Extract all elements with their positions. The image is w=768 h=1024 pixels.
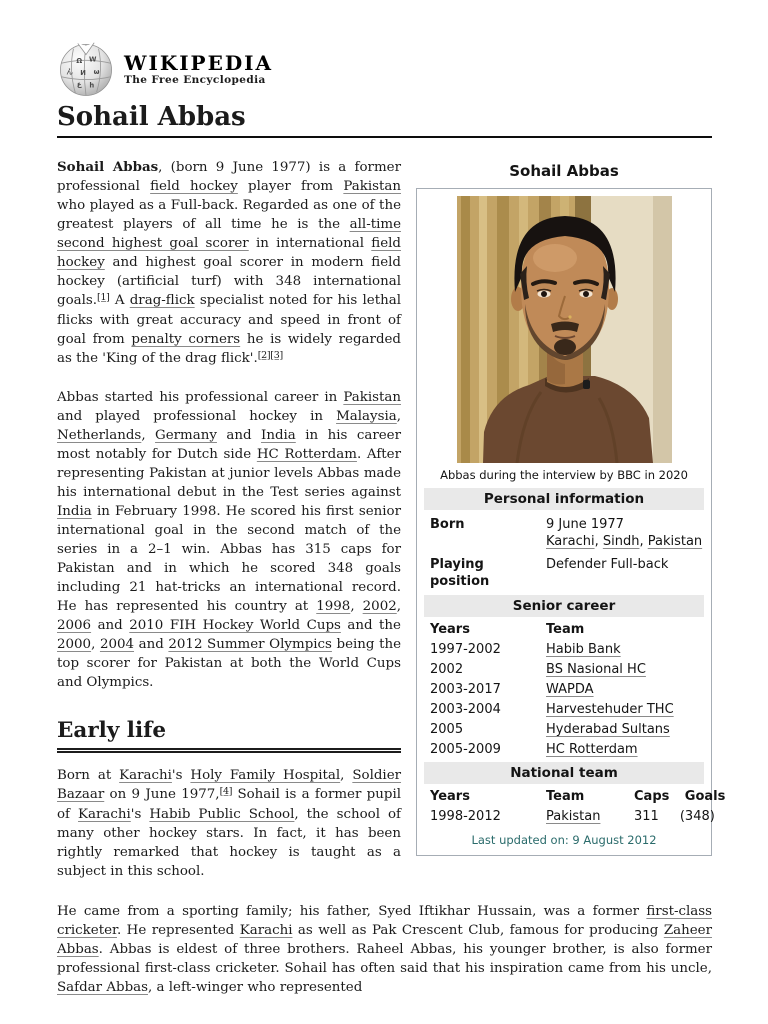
portrait-photo[interactable] xyxy=(457,196,672,463)
svg-text:Ω: Ω xyxy=(76,57,83,66)
infobox-row-playing-position xyxy=(424,553,704,593)
infobox-last-updated: Last updated on: 9 August 2012 xyxy=(471,833,657,847)
born-label: Born xyxy=(430,517,465,532)
years-cell: 2003-2004 xyxy=(430,702,501,717)
table-header-row xyxy=(424,620,704,640)
site-header xyxy=(57,42,712,138)
column-header: Team xyxy=(546,622,585,637)
wiki-link[interactable]: penalty corners xyxy=(131,332,241,347)
svg-text:ん: ん xyxy=(66,67,73,76)
wiki-link[interactable]: all-time second highest goal scorer xyxy=(57,217,401,251)
reference-link[interactable]: [1] xyxy=(97,291,110,303)
table-row xyxy=(424,740,704,760)
wiki-link[interactable]: Safdar Abbas xyxy=(57,980,148,995)
table-row xyxy=(424,680,704,700)
wiki-link[interactable]: drag-flick xyxy=(129,293,195,308)
wiki-link[interactable]: field hockey xyxy=(57,236,401,270)
infobox-box xyxy=(416,188,726,856)
team-link[interactable]: Habib Bank xyxy=(546,642,621,657)
infobox-header-personal: Personal information xyxy=(424,488,704,510)
wiki-link[interactable]: HC Rotterdam xyxy=(256,447,357,462)
section-heading-early-life: Early life xyxy=(57,718,401,753)
team-cell xyxy=(546,720,704,740)
reference-link[interactable]: [4] xyxy=(219,785,233,797)
playing-position-value: Defender Full-back xyxy=(546,557,669,572)
wiki-link[interactable]: India xyxy=(261,428,296,443)
reference-link[interactable]: [3] xyxy=(270,349,283,361)
wiki-link[interactable]: Karachi xyxy=(546,534,595,549)
infobox-header-national-team: National team xyxy=(424,762,704,784)
national-team-table xyxy=(424,787,726,827)
svg-text:ع: ع xyxy=(76,80,82,89)
caps-cell: 311 xyxy=(634,809,659,824)
years-cell: 1998-2012 xyxy=(430,809,501,824)
wiki-link[interactable]: 2010 FIH Hockey World Cups xyxy=(129,618,341,633)
team-link[interactable]: BS Nasional HC xyxy=(546,662,646,677)
wikipedia-tagline: The Free Encyclopedia xyxy=(124,73,266,86)
team-cell xyxy=(546,640,704,660)
infobox xyxy=(416,162,726,856)
svg-text:h: h xyxy=(89,81,95,90)
team-cell xyxy=(546,660,704,680)
infobox-title: Sohail Abbas xyxy=(509,162,619,180)
wiki-link[interactable]: Pakistan xyxy=(343,179,401,194)
wiki-link[interactable]: 1998 xyxy=(316,599,351,614)
svg-text:ω: ω xyxy=(93,67,100,76)
years-cell: 1997-2002 xyxy=(430,642,501,657)
team-cell xyxy=(546,740,704,760)
wikipedia-globe-icon[interactable] xyxy=(57,42,115,96)
wikipedia-wordmark-block[interactable] xyxy=(124,50,274,86)
wiki-link[interactable]: 2012 Summer Olympics xyxy=(168,637,332,652)
goals-cell: (348) xyxy=(679,809,715,824)
team-cell xyxy=(546,807,634,827)
table-row xyxy=(424,720,704,740)
years-cell: 2003-2017 xyxy=(430,682,501,697)
years-cell: 2002 xyxy=(430,662,464,677)
team-cell xyxy=(546,700,704,720)
wiki-link[interactable]: India xyxy=(57,504,92,519)
title-rule xyxy=(57,136,712,138)
column-header: Goals xyxy=(684,789,726,804)
article-body xyxy=(57,158,726,997)
wiki-link[interactable]: first-class cricketer xyxy=(57,904,712,938)
lead-paragraph-1: Sohail Abbas, (born 9 June 1977) is a former professional field hockey player from Pakistan who played as a Full-back. Regarded as one of the greatest players of all time he is the all-time second highest goal scorer in international field hockey and highest goal scorer in modern field hockey (artificial turf) with 348 international goals.[1] A drag-flick specialist noted for his lethal flicks with great accuracy and speed in front of goal from penalty corners he is widely regarded as the 'King of the drag flick'.[2][3] xyxy=(57,159,402,366)
reference-link[interactable]: [2] xyxy=(257,349,271,361)
infobox-image-caption: Abbas during the interview by BBC in 2020 xyxy=(440,468,688,482)
column-header: Years xyxy=(430,789,470,804)
infobox-row-born xyxy=(424,513,704,553)
table-row xyxy=(424,700,704,720)
table-row xyxy=(424,807,715,827)
wiki-link[interactable]: 2004 xyxy=(99,637,135,652)
team-link[interactable]: Hyderabad Sultans xyxy=(546,722,670,737)
early-life-paragraph: Born at Karachi's Holy Family Hospital, Soldier Bazaar on 9 June 1977,[4] Sohail is a former pupil of Karachi's Habib Public School, the school of many other hockey stars. In fact, it has been rightly remarked that hockey is taught as a subject in this school. xyxy=(57,768,402,879)
team-link[interactable]: Pakistan xyxy=(546,809,601,824)
wiki-link[interactable]: Zaheer Abbas xyxy=(57,923,712,957)
wiki-link[interactable]: 2006 xyxy=(57,618,92,633)
table-header-row xyxy=(424,787,726,807)
bold-text: Sohail Abbas xyxy=(57,159,159,175)
team-link[interactable]: WAPDA xyxy=(546,682,594,697)
wiki-link[interactable]: Karachi xyxy=(119,768,172,783)
team-link[interactable]: HC Rotterdam xyxy=(546,742,638,757)
wiki-link[interactable]: 2000 xyxy=(57,637,92,652)
table-row xyxy=(424,660,704,680)
wikipedia-wordmark[interactable]: WIKIPEDIA xyxy=(124,50,274,75)
page-title: Sohail Abbas xyxy=(57,102,246,132)
wiki-link[interactable]: Karachi xyxy=(78,807,131,822)
wiki-link[interactable]: 2002 xyxy=(362,599,397,614)
born-date: 9 June 1977 xyxy=(546,517,624,532)
wikipedia-logo[interactable] xyxy=(57,42,712,96)
wiki-link[interactable]: Netherlands xyxy=(57,428,142,443)
wiki-link[interactable]: field hockey xyxy=(150,179,238,194)
svg-text:И: И xyxy=(80,68,86,77)
wiki-link[interactable]: Pakistan xyxy=(647,534,703,549)
born-value xyxy=(546,516,704,550)
table-row xyxy=(424,640,704,660)
wiki-link[interactable]: Habib Public School xyxy=(149,807,295,822)
infobox-header-senior-career: Senior career xyxy=(424,595,704,617)
senior-career-table xyxy=(424,620,704,760)
years-cell: 2005-2009 xyxy=(430,742,501,757)
column-header: Caps xyxy=(634,789,670,804)
wiki-link[interactable]: Malaysia xyxy=(336,409,397,424)
wiki-link[interactable]: Soldier Bazaar xyxy=(57,768,402,802)
team-cell xyxy=(546,680,704,700)
family-paragraph: He came from a sporting family; his father, Syed Iftikhar Hussain, was a former first-class cricketer. He represented Karachi as well as Pak Crescent Club, famous for producing Zaheer Abbas. Abbas is eldest of three brothers. Raheel Abbas, his younger brother, is also former professional first-class cricketer. Sohail has often said that his inspiration came from his uncle, Safdar Abbas, a left-winger who represented xyxy=(57,904,712,995)
wiki-link[interactable]: Sindh xyxy=(602,534,640,549)
wiki-link[interactable]: Pakistan xyxy=(343,390,401,405)
born-place: Karachi, Sindh, Pakistan xyxy=(546,534,703,549)
svg-text:W: W xyxy=(89,55,97,64)
playing-position-label: Playing position xyxy=(430,557,490,589)
lead-paragraph-2: Abbas started his professional career in Pakistan and played professional hockey in Malaysia, Netherlands, Germany and India in his career most notably for Dutch side HC Rotterdam. After representing Pakistan at junior levels Abbas made his international debut in the Test series against India in February 1998. He scored his first senior international goal in the second match of the series in a 2–1 win. Abbas has 315 caps for Pakistan and in which he scored 348 goals including 21 hat-tricks an international record. He has represented his country at 1998, 2002, 2006 and 2010 FIH Hockey World Cups and the 2000, 2004 and 2012 Summer Olympics being the top scorer for Pakistan at both the World Cups and Olympics. xyxy=(57,390,402,690)
column-header: Team xyxy=(546,789,585,804)
wiki-link[interactable]: Holy Family Hospital xyxy=(190,768,341,783)
column-header: Years xyxy=(430,622,470,637)
team-link[interactable]: Harvestehuder THC xyxy=(546,702,674,717)
wiki-link[interactable]: Germany xyxy=(155,428,217,443)
years-cell: 2005 xyxy=(430,722,464,737)
wiki-link[interactable]: Karachi xyxy=(239,923,293,938)
